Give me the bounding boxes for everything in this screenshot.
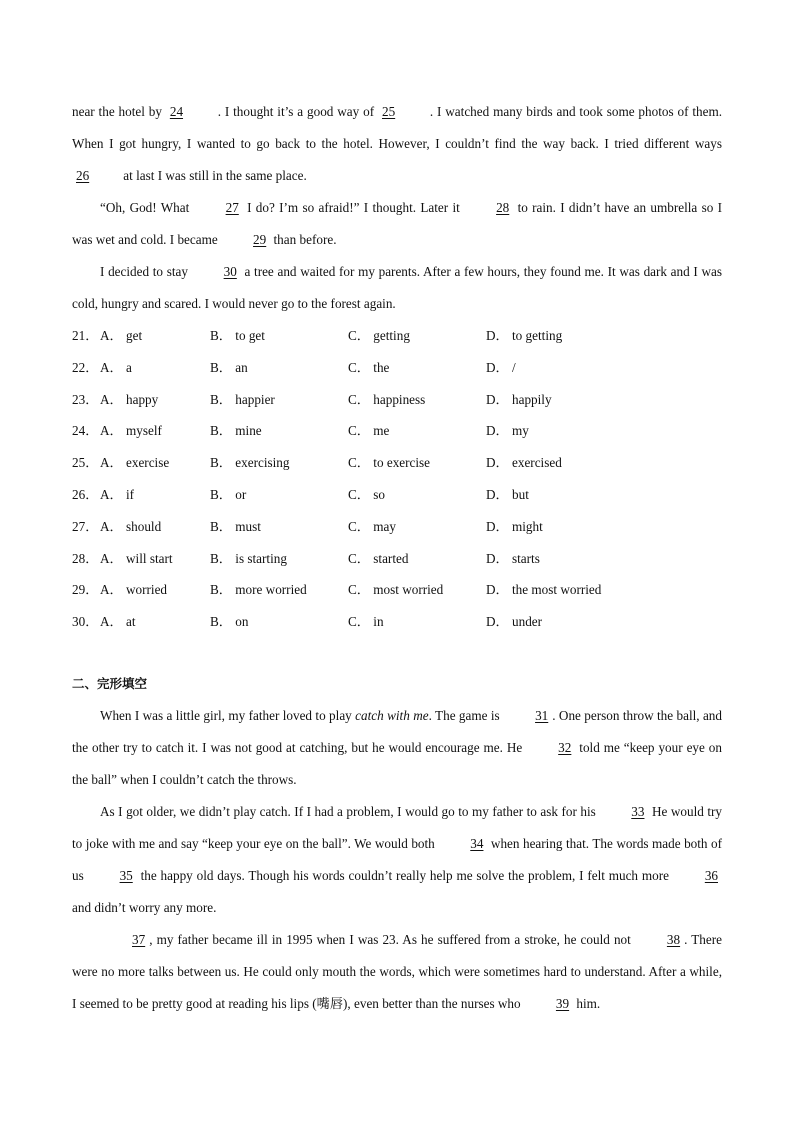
option-d[interactable]: D． happily xyxy=(486,391,552,407)
question-row xyxy=(72,447,722,479)
text: when hearing that. The words made both of us xyxy=(72,835,722,883)
option-b[interactable]: B． exercising xyxy=(210,455,290,471)
option-a[interactable]: A． worried xyxy=(100,582,168,598)
text: He would try to joke with me and say “keep your eye on the ball”. We would both xyxy=(72,803,722,851)
text: . The game is xyxy=(428,707,504,723)
question-row xyxy=(72,415,722,447)
question-row xyxy=(72,543,722,575)
text: told me “keep your eye on the ball” when I couldn’t catch the throws. xyxy=(72,739,722,787)
option-a[interactable]: A． myself xyxy=(100,423,162,439)
option-d[interactable]: D． might xyxy=(486,518,543,534)
question-row xyxy=(72,384,722,416)
option-d[interactable]: D． / xyxy=(486,359,516,375)
blank-37: 37 xyxy=(132,931,146,947)
option-b[interactable]: B． is starting xyxy=(210,550,287,566)
option-b[interactable]: B． more worried xyxy=(210,582,307,598)
text: near the hotel by xyxy=(72,104,166,119)
option-b[interactable]: B． on xyxy=(210,614,249,630)
passage1-paragraph-2 xyxy=(72,192,722,256)
option-a[interactable]: A． will start xyxy=(100,550,173,566)
text: When I was a little girl, my father loved to play xyxy=(100,707,356,723)
passage1-paragraph-1 xyxy=(72,96,722,192)
option-c[interactable]: C． to exercise xyxy=(348,455,431,471)
option-d[interactable]: D． exercised xyxy=(486,455,562,471)
blank-38: 38 xyxy=(666,931,681,947)
option-a[interactable]: A． at xyxy=(100,614,136,630)
question-row xyxy=(72,606,722,638)
question-number: 21． xyxy=(72,328,99,343)
question-number: 25． xyxy=(72,455,99,471)
option-a[interactable]: A． if xyxy=(100,486,135,502)
question-row xyxy=(72,511,722,543)
option-c[interactable]: C． getting xyxy=(348,328,410,343)
text: I do? I’m so afraid!” I thought. Later it xyxy=(242,200,465,215)
option-d[interactable]: D． my xyxy=(486,423,529,439)
option-c[interactable]: C． started xyxy=(348,550,409,566)
option-d[interactable]: D． the most worried xyxy=(486,582,602,598)
blank-28: 28 xyxy=(496,200,510,215)
text: a tree and waited for my parents. After a few hours, they found me. It was dark and I was cold, hungry and scared. I would never go to the forest again. xyxy=(72,264,722,311)
option-b[interactable]: B． or xyxy=(210,486,247,502)
question-number: 23． xyxy=(72,391,99,407)
option-a[interactable]: A． happy xyxy=(100,391,159,407)
option-c[interactable]: C． in xyxy=(348,614,384,630)
option-b[interactable]: B． happier xyxy=(210,391,275,407)
text: . I watched many birds and took some photos of them. When I got hungry, I wanted to go back to the hotel. However, I couldn’t find the way back. I tried different ways xyxy=(72,104,723,151)
text: . There were no more talks between us. He could only mouth the words, which were sometimes hard to understand. After a while, I seemed to be pretty good at reading his lips (嘴唇), even better than the nurses who xyxy=(72,931,723,1011)
text: As I got older, we didn’t play catch. If I had a problem, I would go to my father to ask for his xyxy=(100,803,600,819)
text: the happy old days. Though his words couldn’t really help me solve the problem, I felt much more xyxy=(136,867,673,883)
text: . I thought it’s a good way of xyxy=(213,104,378,119)
text: than before. xyxy=(270,232,337,247)
question-number: 24． xyxy=(72,423,99,439)
text: to rain. I didn’t have an umbrella so I was wet and cold. I became xyxy=(72,200,722,247)
option-a[interactable]: A． exercise xyxy=(100,455,170,471)
question-row xyxy=(72,479,722,511)
option-b[interactable]: B． mine xyxy=(210,423,262,439)
question-number: 29． xyxy=(72,582,99,598)
blank-39: 39 xyxy=(555,995,570,1011)
text: him. xyxy=(573,995,601,1011)
blank-27: 27 xyxy=(225,200,239,215)
text: “Oh, God! What xyxy=(100,200,194,215)
section2-paragraph-1 xyxy=(72,700,722,796)
blank-26: 26 xyxy=(76,168,90,183)
option-c[interactable]: C． may xyxy=(348,518,396,534)
question-row xyxy=(72,320,722,352)
blank-36: 36 xyxy=(704,867,718,883)
question-number: 22． xyxy=(72,359,99,375)
blank-24: 24 xyxy=(169,104,184,119)
question-number: 26． xyxy=(72,486,99,502)
option-c[interactable]: C． so xyxy=(348,486,386,502)
question-number: 27． xyxy=(72,518,99,534)
blank-29: 29 xyxy=(253,232,267,247)
option-d[interactable]: D． starts xyxy=(486,550,540,566)
question-number: 30． xyxy=(72,614,99,630)
document-page xyxy=(72,96,722,1020)
text: and didn’t worry any more. xyxy=(72,899,217,915)
question-row xyxy=(72,352,722,384)
option-c[interactable]: C． happiness xyxy=(348,391,426,407)
section2-paragraph-2 xyxy=(72,796,722,924)
question-options-list xyxy=(72,320,722,638)
option-b[interactable]: B． must xyxy=(210,518,261,534)
blank-33: 33 xyxy=(631,803,645,819)
option-c[interactable]: C． me xyxy=(348,423,390,439)
blank-32: 32 xyxy=(558,739,572,755)
section-title: 二、完形填空 xyxy=(72,675,148,691)
section2-paragraph-3 xyxy=(72,924,722,1020)
blank-25: 25 xyxy=(381,104,396,119)
option-c[interactable]: C． most worried xyxy=(348,582,444,598)
blank-35: 35 xyxy=(119,867,133,883)
italic-phrase: catch with me xyxy=(355,707,429,723)
text: I decided to stay xyxy=(100,264,192,279)
passage1-paragraph-3 xyxy=(72,256,722,320)
question-row xyxy=(72,574,722,606)
option-a[interactable]: A． get xyxy=(100,328,143,343)
blank-30: 30 xyxy=(223,264,237,279)
text: , my father became ill in 1995 when I was 23. As he suffered from a stroke, he could not xyxy=(149,931,635,947)
option-b[interactable]: B． an xyxy=(210,359,248,375)
text: at last I was still in the same place. xyxy=(120,168,307,183)
question-number: 28． xyxy=(72,550,99,566)
option-d[interactable]: D． to getting xyxy=(486,328,563,343)
option-d[interactable]: D． but xyxy=(486,486,529,502)
option-c[interactable]: C． the xyxy=(348,359,390,375)
blank-31: 31 xyxy=(535,707,549,723)
blank-34: 34 xyxy=(470,835,484,851)
option-a[interactable]: A． a xyxy=(100,359,132,375)
text: . One person throw the ball, and the other try to catch it. I was not good at catching, but he would encourage me. He xyxy=(72,707,722,755)
option-d[interactable]: D． under xyxy=(486,614,543,630)
option-b[interactable]: B． to get xyxy=(210,328,265,343)
option-a[interactable]: A． should xyxy=(100,518,162,534)
